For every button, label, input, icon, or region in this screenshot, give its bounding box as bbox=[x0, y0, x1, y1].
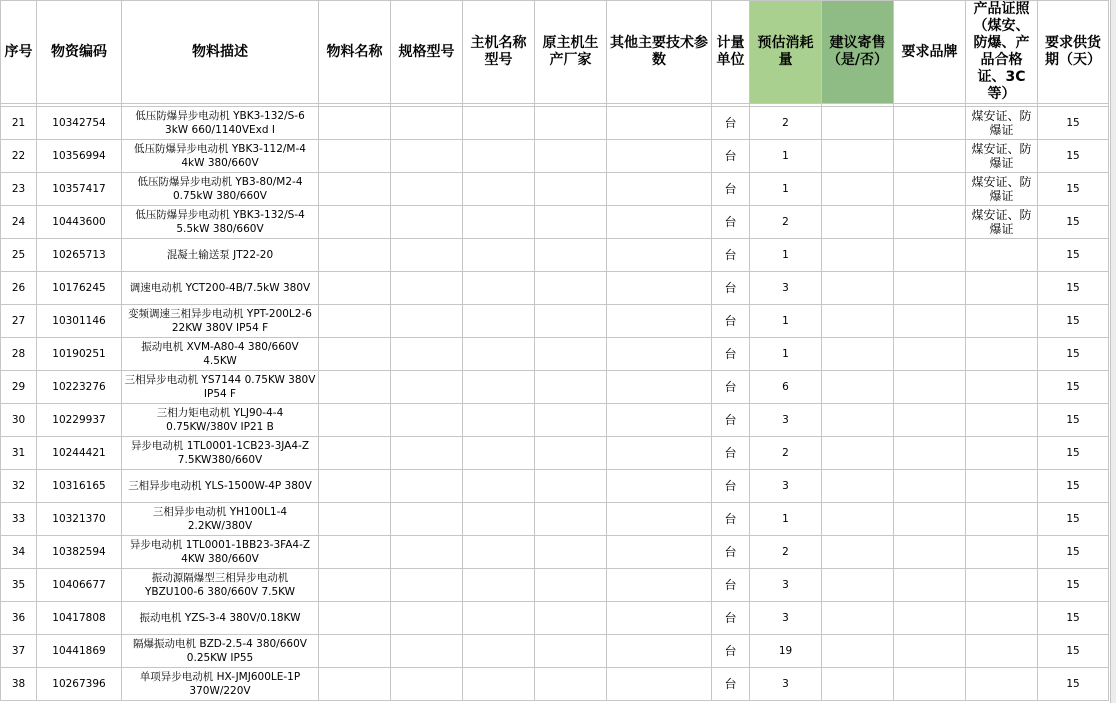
cell-spec[interactable] bbox=[391, 569, 463, 602]
cell-seq[interactable]: 31 bbox=[1, 437, 37, 470]
cell-qty[interactable]: 1 bbox=[750, 503, 822, 536]
header-spec-model[interactable]: 规格型号 bbox=[391, 1, 463, 104]
cell-params[interactable] bbox=[607, 371, 712, 404]
cell-spec[interactable] bbox=[391, 239, 463, 272]
cell-host[interactable] bbox=[463, 272, 535, 305]
cell-material-name[interactable] bbox=[319, 206, 391, 239]
cell-brand[interactable] bbox=[894, 437, 966, 470]
cell-consignment[interactable] bbox=[822, 239, 894, 272]
header-consignment[interactable]: 建议寄售（是/否） bbox=[822, 1, 894, 104]
cell-code[interactable]: 10176245 bbox=[37, 272, 122, 305]
cell-spec[interactable] bbox=[391, 536, 463, 569]
header-est-consumption[interactable]: 预估消耗量 bbox=[750, 1, 822, 104]
cell-unit[interactable]: 台 bbox=[712, 371, 750, 404]
cell-consignment[interactable] bbox=[822, 272, 894, 305]
cell-spec[interactable] bbox=[391, 503, 463, 536]
cell-params[interactable] bbox=[607, 602, 712, 635]
cell-qty[interactable]: 1 bbox=[750, 239, 822, 272]
cell-unit[interactable]: 台 bbox=[712, 668, 750, 701]
cell-days[interactable]: 15 bbox=[1038, 173, 1109, 206]
cell-host[interactable] bbox=[463, 404, 535, 437]
cell-cert[interactable] bbox=[966, 503, 1038, 536]
cell-maker[interactable] bbox=[535, 602, 607, 635]
cell-params[interactable] bbox=[607, 206, 712, 239]
cell-seq[interactable]: 34 bbox=[1, 536, 37, 569]
cell-days[interactable]: 15 bbox=[1038, 668, 1109, 701]
cell-qty[interactable]: 1 bbox=[750, 140, 822, 173]
cell-desc[interactable]: 异步电动机 1TL0001-1BB23-3FA4-Z 4KW 380/660V bbox=[122, 536, 319, 569]
cell-code[interactable]: 10342754 bbox=[37, 107, 122, 140]
cell-days[interactable]: 15 bbox=[1038, 272, 1109, 305]
table-row bbox=[1, 503, 1109, 536]
header-material-desc[interactable]: 物料描述 bbox=[122, 1, 319, 104]
cell-maker[interactable] bbox=[535, 305, 607, 338]
cell-days[interactable]: 15 bbox=[1038, 536, 1109, 569]
cell-material-name[interactable] bbox=[319, 338, 391, 371]
cell-consignment[interactable] bbox=[822, 173, 894, 206]
cell-seq[interactable]: 24 bbox=[1, 206, 37, 239]
cell-brand[interactable] bbox=[894, 338, 966, 371]
cell-spec[interactable] bbox=[391, 635, 463, 668]
cell-host[interactable] bbox=[463, 206, 535, 239]
cell-host[interactable] bbox=[463, 173, 535, 206]
cell-desc[interactable]: 低压防爆异步电动机 YBK3-132/S-6 3kW 660/1140VExd I bbox=[122, 107, 319, 140]
cell-code[interactable]: 10244421 bbox=[37, 437, 122, 470]
cell-unit[interactable]: 台 bbox=[712, 107, 750, 140]
cell-code[interactable]: 10223276 bbox=[37, 371, 122, 404]
header-host-model[interactable]: 主机名称型号 bbox=[463, 1, 535, 104]
cell-maker[interactable] bbox=[535, 503, 607, 536]
cell-material-name[interactable] bbox=[319, 404, 391, 437]
cell-seq[interactable]: 30 bbox=[1, 404, 37, 437]
cell-brand[interactable] bbox=[894, 635, 966, 668]
cell-seq[interactable]: 32 bbox=[1, 470, 37, 503]
cell-days[interactable]: 15 bbox=[1038, 602, 1109, 635]
cell-brand[interactable] bbox=[894, 536, 966, 569]
cell-maker[interactable] bbox=[535, 338, 607, 371]
cell-cert[interactable] bbox=[966, 239, 1038, 272]
cell-brand[interactable] bbox=[894, 470, 966, 503]
cell-maker[interactable] bbox=[535, 536, 607, 569]
cell-unit[interactable]: 台 bbox=[712, 404, 750, 437]
cell-code[interactable]: 10316165 bbox=[37, 470, 122, 503]
cell-code[interactable]: 10441869 bbox=[37, 635, 122, 668]
cell-material-name[interactable] bbox=[319, 536, 391, 569]
sheet-edge bbox=[1110, 0, 1116, 703]
cell-host[interactable] bbox=[463, 338, 535, 371]
cell-params[interactable] bbox=[607, 338, 712, 371]
cell-consignment[interactable] bbox=[822, 140, 894, 173]
cell-desc[interactable]: 低压防爆异步电动机 YBK3-112/M-4 4kW 380/660V bbox=[122, 140, 319, 173]
cell-days[interactable]: 15 bbox=[1038, 470, 1109, 503]
cell-material-name[interactable] bbox=[319, 470, 391, 503]
cell-consignment[interactable] bbox=[822, 107, 894, 140]
cell-qty[interactable]: 2 bbox=[750, 206, 822, 239]
cell-spec[interactable] bbox=[391, 338, 463, 371]
cell-cert[interactable] bbox=[966, 635, 1038, 668]
cell-code[interactable]: 10267396 bbox=[37, 668, 122, 701]
table-row bbox=[1, 437, 1109, 470]
cell-spec[interactable] bbox=[391, 437, 463, 470]
cell-material-name[interactable] bbox=[319, 569, 391, 602]
cell-brand[interactable] bbox=[894, 602, 966, 635]
cell-spec[interactable] bbox=[391, 206, 463, 239]
header-material-code[interactable]: 物资编码 bbox=[37, 1, 122, 104]
cell-params[interactable] bbox=[607, 470, 712, 503]
table-row bbox=[1, 602, 1109, 635]
cell-cert[interactable]: 煤安证、防爆证 bbox=[966, 107, 1038, 140]
cell-cert[interactable] bbox=[966, 272, 1038, 305]
cell-maker[interactable] bbox=[535, 107, 607, 140]
cell-seq[interactable]: 37 bbox=[1, 635, 37, 668]
cell-code[interactable]: 10301146 bbox=[37, 305, 122, 338]
cell-days[interactable]: 15 bbox=[1038, 107, 1109, 140]
cell-spec[interactable] bbox=[391, 173, 463, 206]
cell-code[interactable]: 10417808 bbox=[37, 602, 122, 635]
cell-host[interactable] bbox=[463, 569, 535, 602]
cell-qty[interactable]: 3 bbox=[750, 272, 822, 305]
cell-material-name[interactable] bbox=[319, 602, 391, 635]
cell-qty[interactable]: 3 bbox=[750, 404, 822, 437]
cell-code[interactable]: 10190251 bbox=[37, 338, 122, 371]
cell-seq[interactable]: 35 bbox=[1, 569, 37, 602]
cell-days[interactable]: 15 bbox=[1038, 503, 1109, 536]
cell-maker[interactable] bbox=[535, 140, 607, 173]
cell-params[interactable] bbox=[607, 635, 712, 668]
cell-cert[interactable]: 煤安证、防爆证 bbox=[966, 140, 1038, 173]
table-row bbox=[1, 470, 1109, 503]
cell-params[interactable] bbox=[607, 272, 712, 305]
cell-seq[interactable]: 21 bbox=[1, 107, 37, 140]
table-row bbox=[1, 668, 1109, 701]
cell-host[interactable] bbox=[463, 107, 535, 140]
cell-brand[interactable] bbox=[894, 239, 966, 272]
cell-brand[interactable] bbox=[894, 668, 966, 701]
table-row bbox=[1, 107, 1109, 140]
cell-seq[interactable]: 38 bbox=[1, 668, 37, 701]
cell-host[interactable] bbox=[463, 503, 535, 536]
cell-days[interactable]: 15 bbox=[1038, 239, 1109, 272]
cell-consignment[interactable] bbox=[822, 305, 894, 338]
header-unit[interactable]: 计量单位 bbox=[712, 1, 750, 104]
cell-consignment[interactable] bbox=[822, 470, 894, 503]
cell-brand[interactable] bbox=[894, 305, 966, 338]
cell-desc[interactable]: 低压防爆异步电动机 YBK3-132/S-4 5.5kW 380/660V bbox=[122, 206, 319, 239]
cell-params[interactable] bbox=[607, 107, 712, 140]
cell-host[interactable] bbox=[463, 140, 535, 173]
cell-spec[interactable] bbox=[391, 602, 463, 635]
cell-unit[interactable]: 台 bbox=[712, 206, 750, 239]
cell-cert[interactable] bbox=[966, 404, 1038, 437]
cell-qty[interactable]: 2 bbox=[750, 107, 822, 140]
cell-material-name[interactable] bbox=[319, 272, 391, 305]
cell-desc[interactable]: 振动源隔爆型三相异步电动机 YBZU100-6 380/660V 7.5KW bbox=[122, 569, 319, 602]
cell-params[interactable] bbox=[607, 668, 712, 701]
cell-desc[interactable]: 三相异步电动机 YH100L1-4 2.2KW/380V bbox=[122, 503, 319, 536]
cell-unit[interactable]: 台 bbox=[712, 305, 750, 338]
cell-consignment[interactable] bbox=[822, 404, 894, 437]
cell-seq[interactable]: 26 bbox=[1, 272, 37, 305]
cell-days[interactable]: 15 bbox=[1038, 437, 1109, 470]
cell-seq[interactable]: 36 bbox=[1, 602, 37, 635]
cell-desc[interactable]: 异步电动机 1TL0001-1CB23-3JA4-Z 7.5KW380/660V bbox=[122, 437, 319, 470]
cell-code[interactable]: 10321370 bbox=[37, 503, 122, 536]
cell-desc[interactable]: 混凝土输送泵 JT22-20 bbox=[122, 239, 319, 272]
cell-consignment[interactable] bbox=[822, 635, 894, 668]
cell-spec[interactable] bbox=[391, 404, 463, 437]
cell-code[interactable]: 10443600 bbox=[37, 206, 122, 239]
cell-seq[interactable]: 25 bbox=[1, 239, 37, 272]
table-row bbox=[1, 140, 1109, 173]
cell-host[interactable] bbox=[463, 437, 535, 470]
cell-cert[interactable] bbox=[966, 371, 1038, 404]
cell-spec[interactable] bbox=[391, 107, 463, 140]
cell-cert[interactable] bbox=[966, 305, 1038, 338]
cell-material-name[interactable] bbox=[319, 668, 391, 701]
table-body bbox=[1, 107, 1109, 701]
cell-seq[interactable]: 23 bbox=[1, 173, 37, 206]
cell-cert[interactable] bbox=[966, 569, 1038, 602]
cell-unit[interactable]: 台 bbox=[712, 173, 750, 206]
cell-material-name[interactable] bbox=[319, 140, 391, 173]
cell-cert[interactable] bbox=[966, 338, 1038, 371]
header-supply-days[interactable]: 要求供货期（天） bbox=[1038, 1, 1109, 104]
cell-days[interactable]: 15 bbox=[1038, 404, 1109, 437]
cell-seq[interactable]: 33 bbox=[1, 503, 37, 536]
cell-params[interactable] bbox=[607, 305, 712, 338]
cell-desc[interactable]: 低压防爆异步电动机 YB3-80/M2-4 0.75kW 380/660V bbox=[122, 173, 319, 206]
cell-unit[interactable]: 台 bbox=[712, 569, 750, 602]
cell-params[interactable] bbox=[607, 503, 712, 536]
cell-days[interactable]: 15 bbox=[1038, 371, 1109, 404]
cell-qty[interactable]: 1 bbox=[750, 305, 822, 338]
cell-days[interactable]: 15 bbox=[1038, 305, 1109, 338]
cell-qty[interactable]: 1 bbox=[750, 338, 822, 371]
cell-cert[interactable] bbox=[966, 668, 1038, 701]
cell-params[interactable] bbox=[607, 404, 712, 437]
cell-host[interactable] bbox=[463, 305, 535, 338]
cell-code[interactable]: 10265713 bbox=[37, 239, 122, 272]
cell-consignment[interactable] bbox=[822, 338, 894, 371]
cell-consignment[interactable] bbox=[822, 206, 894, 239]
cell-brand[interactable] bbox=[894, 107, 966, 140]
cell-code[interactable]: 10382594 bbox=[37, 536, 122, 569]
header-material-name[interactable]: 物料名称 bbox=[319, 1, 391, 104]
cell-cert[interactable] bbox=[966, 602, 1038, 635]
cell-unit[interactable]: 台 bbox=[712, 470, 750, 503]
cell-material-name[interactable] bbox=[319, 239, 391, 272]
cell-unit[interactable]: 台 bbox=[712, 239, 750, 272]
cell-qty[interactable]: 3 bbox=[750, 602, 822, 635]
header-brand[interactable]: 要求品牌 bbox=[894, 1, 966, 104]
cell-material-name[interactable] bbox=[319, 173, 391, 206]
cell-params[interactable] bbox=[607, 239, 712, 272]
cell-desc[interactable]: 变频调速三相异步电动机 YPT-200L2-6 22KW 380V IP54 F bbox=[122, 305, 319, 338]
table-row bbox=[1, 338, 1109, 371]
cell-brand[interactable] bbox=[894, 503, 966, 536]
cell-qty[interactable]: 1 bbox=[750, 173, 822, 206]
cell-params[interactable] bbox=[607, 173, 712, 206]
cell-host[interactable] bbox=[463, 635, 535, 668]
cell-spec[interactable] bbox=[391, 272, 463, 305]
cell-brand[interactable] bbox=[894, 173, 966, 206]
cell-maker[interactable] bbox=[535, 635, 607, 668]
cell-host[interactable] bbox=[463, 668, 535, 701]
cell-host[interactable] bbox=[463, 470, 535, 503]
cell-unit[interactable]: 台 bbox=[712, 602, 750, 635]
cell-maker[interactable] bbox=[535, 371, 607, 404]
table-row bbox=[1, 272, 1109, 305]
cell-host[interactable] bbox=[463, 602, 535, 635]
cell-maker[interactable] bbox=[535, 569, 607, 602]
cell-code[interactable]: 10229937 bbox=[37, 404, 122, 437]
cell-host[interactable] bbox=[463, 239, 535, 272]
cell-spec[interactable] bbox=[391, 371, 463, 404]
cell-unit[interactable]: 台 bbox=[712, 536, 750, 569]
cell-host[interactable] bbox=[463, 371, 535, 404]
cell-consignment[interactable] bbox=[822, 569, 894, 602]
cell-maker[interactable] bbox=[535, 470, 607, 503]
cell-consignment[interactable] bbox=[822, 602, 894, 635]
cell-material-name[interactable] bbox=[319, 635, 391, 668]
cell-code[interactable]: 10406677 bbox=[37, 569, 122, 602]
cell-params[interactable] bbox=[607, 536, 712, 569]
header-other-params[interactable]: 其他主要技术参数 bbox=[607, 1, 712, 104]
cell-days[interactable]: 15 bbox=[1038, 140, 1109, 173]
cell-material-name[interactable] bbox=[319, 437, 391, 470]
cell-cert[interactable]: 煤安证、防爆证 bbox=[966, 206, 1038, 239]
cell-material-name[interactable] bbox=[319, 503, 391, 536]
cell-cert[interactable] bbox=[966, 470, 1038, 503]
table-row bbox=[1, 404, 1109, 437]
cell-brand[interactable] bbox=[894, 404, 966, 437]
cell-desc[interactable]: 振动电机 XVM-A80-4 380/660V 4.5KW bbox=[122, 338, 319, 371]
table-row bbox=[1, 536, 1109, 569]
cell-qty[interactable]: 3 bbox=[750, 470, 822, 503]
cell-params[interactable] bbox=[607, 569, 712, 602]
cell-maker[interactable] bbox=[535, 239, 607, 272]
cell-desc[interactable]: 三相异步电动机 YS7144 0.75KW 380V IP54 F bbox=[122, 371, 319, 404]
cell-cert[interactable] bbox=[966, 536, 1038, 569]
cell-brand[interactable] bbox=[894, 569, 966, 602]
cell-maker[interactable] bbox=[535, 206, 607, 239]
cell-spec[interactable] bbox=[391, 140, 463, 173]
cell-consignment[interactable] bbox=[822, 437, 894, 470]
cell-qty[interactable]: 3 bbox=[750, 668, 822, 701]
cell-days[interactable]: 15 bbox=[1038, 635, 1109, 668]
cell-consignment[interactable] bbox=[822, 536, 894, 569]
cell-desc[interactable]: 隔爆振动电机 BZD-2.5-4 380/660V 0.25KW IP55 bbox=[122, 635, 319, 668]
cell-unit[interactable]: 台 bbox=[712, 503, 750, 536]
cell-unit[interactable]: 台 bbox=[712, 635, 750, 668]
cell-unit[interactable]: 台 bbox=[712, 272, 750, 305]
cell-consignment[interactable] bbox=[822, 668, 894, 701]
cell-brand[interactable] bbox=[894, 140, 966, 173]
cell-spec[interactable] bbox=[391, 668, 463, 701]
cell-code[interactable]: 10356994 bbox=[37, 140, 122, 173]
cell-desc[interactable]: 三相力矩电动机 YLJ90-4-4 0.75KW/380V IP21 B bbox=[122, 404, 319, 437]
cell-maker[interactable] bbox=[535, 404, 607, 437]
cell-qty[interactable]: 6 bbox=[750, 371, 822, 404]
cell-desc[interactable]: 三相异步电动机 YLS-1500W-4P 380V bbox=[122, 470, 319, 503]
table-row bbox=[1, 305, 1109, 338]
table-row bbox=[1, 569, 1109, 602]
header-seq[interactable]: 序号 bbox=[1, 1, 37, 104]
table-row bbox=[1, 371, 1109, 404]
cell-host[interactable] bbox=[463, 536, 535, 569]
cell-maker[interactable] bbox=[535, 668, 607, 701]
cell-desc[interactable]: 单项异步电动机 HX-JMJ600LE-1P 370W/220V bbox=[122, 668, 319, 701]
cell-code[interactable]: 10357417 bbox=[37, 173, 122, 206]
cell-params[interactable] bbox=[607, 140, 712, 173]
cell-maker[interactable] bbox=[535, 173, 607, 206]
cell-qty[interactable]: 19 bbox=[750, 635, 822, 668]
cell-maker[interactable] bbox=[535, 272, 607, 305]
cell-qty[interactable]: 3 bbox=[750, 569, 822, 602]
cell-seq[interactable]: 22 bbox=[1, 140, 37, 173]
cell-seq[interactable]: 28 bbox=[1, 338, 37, 371]
cell-cert[interactable]: 煤安证、防爆证 bbox=[966, 173, 1038, 206]
cell-seq[interactable]: 27 bbox=[1, 305, 37, 338]
cell-desc[interactable]: 调速电动机 YCT200-4B/7.5kW 380V bbox=[122, 272, 319, 305]
cell-unit[interactable]: 台 bbox=[712, 140, 750, 173]
cell-unit[interactable]: 台 bbox=[712, 437, 750, 470]
cell-brand[interactable] bbox=[894, 272, 966, 305]
cell-maker[interactable] bbox=[535, 437, 607, 470]
cell-brand[interactable] bbox=[894, 371, 966, 404]
table-row bbox=[1, 206, 1109, 239]
header-certificates[interactable]: 产品证照（煤安、防爆、产品合格证、3C等） bbox=[966, 1, 1038, 104]
cell-spec[interactable] bbox=[391, 470, 463, 503]
cell-material-name[interactable] bbox=[319, 371, 391, 404]
cell-qty[interactable]: 2 bbox=[750, 536, 822, 569]
table-row bbox=[1, 173, 1109, 206]
header-original-maker[interactable]: 原主机生产厂家 bbox=[535, 1, 607, 104]
cell-days[interactable]: 15 bbox=[1038, 206, 1109, 239]
cell-consignment[interactable] bbox=[822, 371, 894, 404]
cell-desc[interactable]: 振动电机 YZS-3-4 380V/0.18KW bbox=[122, 602, 319, 635]
cell-material-name[interactable] bbox=[319, 107, 391, 140]
header-row bbox=[1, 1, 1109, 104]
cell-params[interactable] bbox=[607, 437, 712, 470]
cell-unit[interactable]: 台 bbox=[712, 338, 750, 371]
cell-cert[interactable] bbox=[966, 437, 1038, 470]
table-row bbox=[1, 635, 1109, 668]
cell-days[interactable]: 15 bbox=[1038, 338, 1109, 371]
cell-material-name[interactable] bbox=[319, 305, 391, 338]
table-row bbox=[1, 239, 1109, 272]
cell-consignment[interactable] bbox=[822, 503, 894, 536]
cell-qty[interactable]: 2 bbox=[750, 437, 822, 470]
cell-brand[interactable] bbox=[894, 206, 966, 239]
cell-days[interactable]: 15 bbox=[1038, 569, 1109, 602]
cell-spec[interactable] bbox=[391, 305, 463, 338]
cell-seq[interactable]: 29 bbox=[1, 371, 37, 404]
